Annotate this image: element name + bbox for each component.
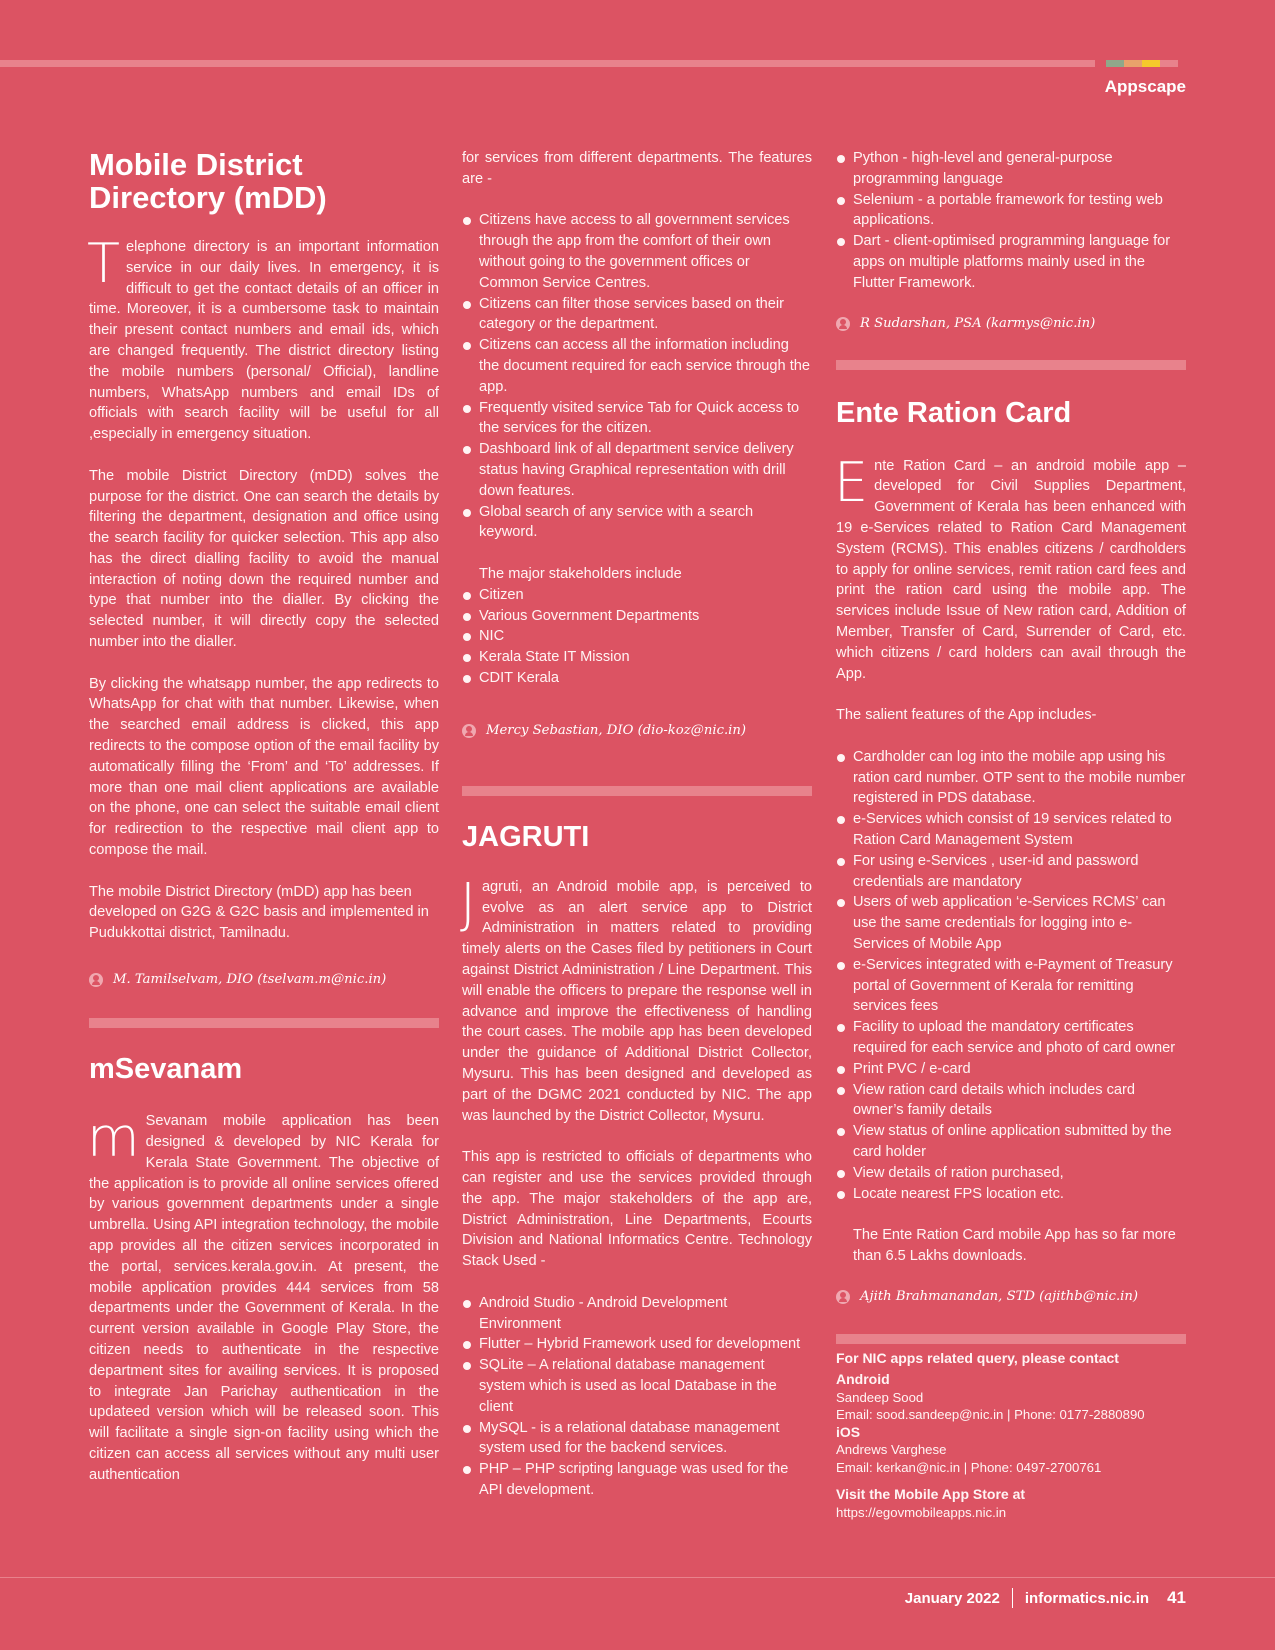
contact-box [836,1350,1186,1522]
swatch-green [1106,60,1124,67]
list-item: Global search of any service with a search keyword. [462,502,812,544]
msevanam-title: mSevanam [89,1052,243,1085]
mdd-author-text: M. Tamilselvam, DIO (tselvam.m@nic.in) [113,972,387,988]
msevanam-paragraph-cont: for services from different departments. The features are - [462,150,812,187]
column-3 [836,148,1186,1521]
ios-contact-name: Andrews Varghese [836,1442,947,1458]
tech-stack-list-cont [836,148,1186,294]
list-item: Python - high-level and general-purpose programming language [836,148,1186,190]
list-item: Citizens have access to all government services through the app from the comfort of their own without going to the government offices or Common Service Centres. [462,210,812,293]
list-item: CDIT Kerala [462,668,812,689]
list-item: Users of web application ‘e-Services RCMS’ can use the same credentials for logging into e-Services of Mobile App [836,892,1186,954]
msevanam-paragraph-1 [87,1106,439,1485]
list-item: Print PVC / e-card [836,1059,1186,1080]
list-item: NIC [462,626,812,647]
mdd-title [89,148,439,215]
list-item: Frequently visited service Tab for Quick access to the services for the citizen. [462,398,812,440]
mdd-title-line-2: Directory (mDD) [89,180,327,216]
list-item: MySQL - is a relational database management system used for the backend services. [462,1418,812,1460]
jagruti-paragraph-1 [460,871,812,1127]
list-item: Citizen [462,585,812,606]
top-rule [0,60,1095,67]
mdd-paragraph-1-text: elephone directory is an important information service in our daily lives. In emergency, it is difficult to get the contact details of an officer in time. Moreover, it is a cumbersome task to maintain their present contact numbers and email ids, which are changed frequently. The district directory listing the mobile numbers (personal/ Official), landline numbers, WhatsApp numbers and email IDs of officials with search facility will be useful for all ,especially in emergency situation. [89,238,439,443]
column-1 [89,148,439,1485]
drop-cap: T [87,231,120,295]
tech-stack-list [462,1293,812,1501]
ration-author [836,1287,1186,1308]
column-2 [462,148,812,1501]
user-icon [462,724,476,738]
list-item: Citizens can access all the information including the document required for each service through the app. [462,335,812,397]
ration-closing: The Ente Ration Card mobile App has so far more than 6.5 Lakhs downloads. [853,1227,1176,1264]
jagruti-author-text: R Sudarshan, PSA (karmys@nic.in) [860,315,1096,331]
msevanam-paragraph-1-text: Sevanam mobile application has been designed & developed by NIC Kerala for Kerala State Government. The objective of the application is to provide all online services offered by various government departments under a single umbrella. Using API integration technology, the mobile app provides all the citizen services incorporated in the portal, services.kerala.gov.in. At present, the mobile application provides 444 services from 58 departments under the Government of Kerala. In the current version available in Google Play Store, the citizen needs to authenticate in the respective department sites for availing services. It is proposed to integrate Jan Parichay authentication in the updateed version which will be released soon. This will facilitate a single sign-on facility using which the citizen can access all services without any multi user authentication [89,1113,439,1483]
mdd-paragraph-3: By clicking the whatsapp number, the app redirects to WhatsApp for chat with that number. Likewise, when the searched email address is clicked, this app redirects to the compose option of the email facility by automatically filling the ‘From’ and ‘To’ addresses. If more than one mail client applications are available on the phone, one can select the suitable email client for redirection to the respective mail client app to compose the mail. [89,675,439,859]
jagruti-author [836,314,1186,335]
ios-label: iOS [836,1423,861,1440]
footer-rule [0,1577,1275,1578]
user-icon [836,317,850,331]
ration-feature-list [836,747,1186,1205]
page-number: 41 [1167,1588,1186,1607]
ration-title: Ente Ration Card [836,397,1072,430]
section-divider [462,786,812,796]
msevanam-author-text: Mercy Sebastian, DIO (dio-koz@nic.in) [486,722,747,738]
store-label: Visit the Mobile App Store at [836,1486,1026,1503]
jagruti-paragraph-1-text: agruti, an Android mobile app, is perceived to evolve as an alert service app to District Administration in matters related to providing timely alerts on the Cases filed by petitioners in Court against District Administration / Line Department. This will enable the officers to prepare the response well in advance and improve the effectiveness of handling the court cases. The mobile app has been developed under the guidance of Additional District Collector, Mysuru. This has been designed and developed as part of the DGMC 2021 conducted by NIC. The app was launched by the District Collector, Mysuru. [462,878,812,1124]
list-item: Various Government Departments [462,606,812,627]
swatch-yellow [1142,60,1160,67]
list-item: Facility to upload the mandatory certificates required for each service and photo of card owner [836,1017,1186,1059]
msevanam-feature-list [462,210,812,543]
list-item: Cardholder can log into the mobile app using his ration card number. OTP sent to the mobile number registered in PDS database. [836,747,1186,809]
swatch-orange [1124,60,1142,67]
list-item: Locate nearest FPS location etc. [836,1184,1186,1205]
drop-cap: E [834,450,869,514]
list-item: Kerala State IT Mission [462,647,812,668]
stakeholders-intro: The major stakeholders include [479,565,682,582]
section-divider [89,1018,439,1028]
drop-cap: m [87,1106,140,1170]
mdd-paragraph-4: The mobile District Directory (mDD) app has been developed on G2G & G2C basis and implemented in Pudukkottai district, Tamilnadu. [89,883,429,942]
list-item: Flutter – Hybrid Framework used for development [462,1334,812,1355]
android-label: Android [836,1371,890,1388]
footer-date: January 2022 [904,1589,1000,1607]
list-item: Selenium - a portable framework for testing web applications. [836,190,1186,232]
footer [905,1588,1186,1608]
mdd-paragraph-2: The mobile District Directory (mDD) solves the purpose for the district. One can search the details by filtering the department, designation and office using the search facility for quicker selection. This app also has the direct dialling facility to avoid the manual interaction of noting down the required number and type that number into the dialler. By clicking the selected number, it will directly copy the selected number into the dialler. [89,467,439,651]
jagruti-paragraph-2: This app is restricted to officials of departments who can register and use the services provided through the app. The major stakeholders of the app are, District Administration, Line Departments, Ecourts Division and National Informatics Centre. Technology Stack Used - [462,1149,812,1270]
ration-author-text: Ajith Brahmanandan, STD (ajithb@nic.in) [860,1288,1139,1304]
ration-paragraph-2: The salient features of the App includes- [836,707,1097,724]
mdd-title-line-1: Mobile District [89,147,303,182]
ration-paragraph-1 [834,450,1186,685]
section-divider [836,1334,1186,1344]
list-item: e-Services which consist of 19 services related to Ration Card Management System [836,809,1186,851]
mdd-author [89,970,439,991]
section-tag: Appscape [1104,77,1186,96]
color-swatches [1106,60,1178,67]
android-contact-name: Sandeep Sood [836,1389,924,1405]
list-item: View details of ration purchased, [836,1163,1186,1184]
list-item: For using e-Services , user-id and password credentials are mandatory [836,851,1186,893]
drop-cap: J [460,871,476,935]
mdd-paragraph-1 [87,231,439,445]
list-item: View status of online application submitted by the card holder [836,1121,1186,1163]
section-divider [836,360,1186,370]
contact-heading: For NIC apps related query, please contact [836,1349,1119,1366]
user-icon [89,973,103,987]
user-icon [836,1290,850,1304]
footer-site: informatics.nic.in [1024,1589,1150,1607]
list-item: PHP – PHP scripting language was used for the API development. [462,1459,812,1501]
store-link[interactable]: https://egovmobileapps.nic.in [836,1504,1007,1520]
ios-contact-info: Email: kerkan@nic.in | Phone: 0497-2700761 [836,1459,1102,1475]
list-item: Citizens can filter those services based on their category or the department. [462,294,812,336]
stakeholders-list [462,585,812,689]
list-item: e-Services integrated with e-Payment of Treasury portal of Government of Kerala for remitting services fees [836,955,1186,1017]
msevanam-author [462,721,812,742]
swatch-pink [1160,60,1178,67]
list-item: View ration card details which includes card owner’s family details [836,1080,1186,1122]
list-item: SQLite – A relational database management system which is used as local Database in the client [462,1355,812,1417]
ration-paragraph-1-text: nte Ration Card – an android mobile app – developed for Civil Supplies Department, Government of Kerala has been enhanced with 19 e-Services related to Ration Card Management System (RCMS). This enables citizens / cardholders to apply for online services, remit ration card fees and print the ration card using the mobile app. The services include Issue of New ration card, Addition of Member, Transfer of Card, Surrender of Card, etc. which citizens / card holders can avail through the App. [836,457,1186,682]
footer-divider [1012,1588,1013,1608]
list-item: Android Studio - Android Development Environment [462,1293,812,1335]
list-item: Dashboard link of all department service delivery status having Graphical representation with drill down features. [462,439,812,501]
android-contact-info: Email: sood.sandeep@nic.in | Phone: 0177-2880890 [836,1407,1145,1423]
list-item: Dart - client-optimised programming language for apps on multiple platforms mainly used in the Flutter Framework. [836,231,1186,293]
jagruti-title: JAGRUTI [462,820,590,853]
